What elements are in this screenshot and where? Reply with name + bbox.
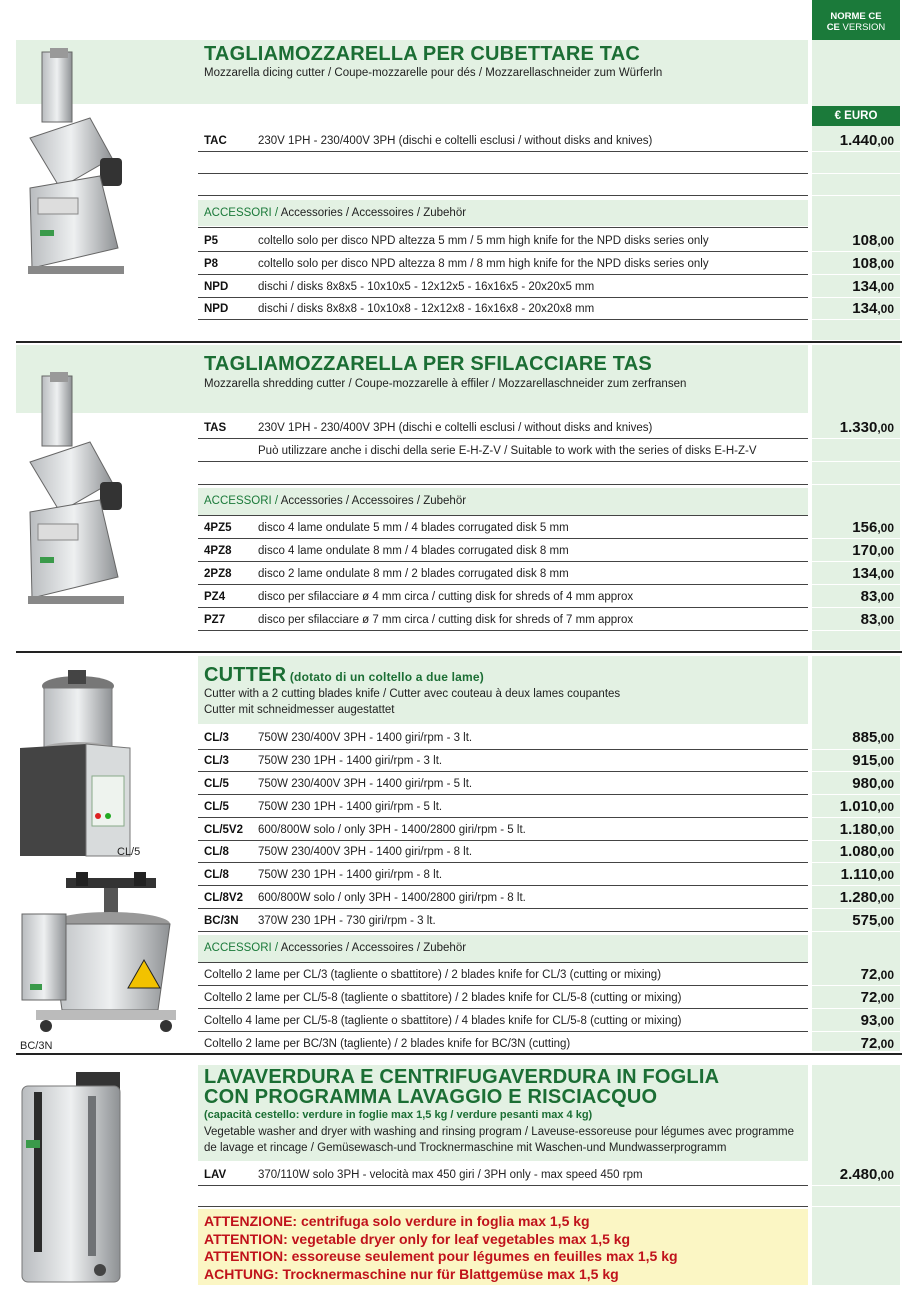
product-desc: disco 4 lame ondulate 5 mm / 4 blades corrugated disk 5 mm: [258, 522, 569, 534]
divider: [812, 607, 900, 608]
product-code: CL/8V2: [204, 892, 243, 904]
tas-acc-row: [198, 609, 900, 631]
product-price: 156,00: [852, 519, 894, 536]
divider: [812, 771, 900, 772]
divider: [812, 538, 900, 539]
product-price: 1.080,00: [839, 843, 894, 860]
tas-acc-row: [198, 540, 900, 562]
product-price: 1.440,00: [839, 132, 894, 149]
product-desc: disco per sfilacciare ø 4 mm circa / cutting disk for shreds of 4 mm approx: [258, 591, 634, 603]
product-price: 83,00: [860, 611, 894, 628]
divider: [198, 931, 808, 932]
product-price: 134,00: [852, 565, 894, 582]
product-price: 72,00: [860, 966, 894, 983]
product-desc: disco 4 lame ondulate 8 mm / 4 blades corrugated disk 8 mm: [258, 545, 569, 557]
divider: [198, 885, 808, 886]
divider: [812, 438, 900, 439]
product-code: P8: [204, 258, 219, 270]
divider: [198, 538, 808, 539]
divider: [812, 195, 900, 196]
divider: [198, 794, 808, 795]
divider: [812, 274, 900, 275]
product-desc: 750W 230 1PH - 1400 giri/rpm - 8 lt.: [258, 869, 443, 881]
tas-acc-row: [198, 586, 900, 608]
product-price: 1.280,00: [839, 889, 894, 906]
divider: [198, 1185, 808, 1186]
product-price: 1.180,00: [839, 821, 894, 838]
divider: [198, 1008, 808, 1009]
lav-title-2: CON PROGRAMMA LAVAGGIO E RISCIACQUO: [204, 1086, 658, 1108]
tac-row-1: [198, 130, 900, 152]
cutter-row: [198, 910, 900, 932]
divider: [198, 484, 808, 485]
norme-label: NORME: [830, 11, 869, 22]
product-desc: 230V 1PH - 230/400V 3PH (dischi e coltelli esclusi / without disks and knives): [258, 422, 653, 434]
product-code: NPD: [204, 281, 229, 293]
divider: [198, 607, 808, 608]
product-code: BC/3N: [204, 915, 239, 927]
product-desc: 750W 230/400V 3PH - 1400 giri/rpm - 5 lt.: [258, 778, 473, 790]
tas-acc-row: [198, 563, 900, 585]
bc3n-machine-image: [16, 872, 184, 1038]
cutter-row: [198, 864, 900, 886]
divider: [812, 931, 900, 932]
divider: [198, 584, 808, 585]
lav-subtitle-2: de lavage et rincage / Gemüsewasch-und Trocknermaschine mit Waschen-und Mundwasserprogramm: [204, 1142, 727, 1154]
divider: [198, 862, 808, 863]
lav-title-1: LAVAVERDURA E CENTRIFUGAVERDURA IN FOGLIA: [204, 1066, 720, 1088]
divider: [812, 561, 900, 562]
divider: [812, 885, 900, 886]
ce-label: CE: [826, 22, 840, 33]
product-code: CL/8: [204, 846, 229, 858]
product-desc: 750W 230 1PH - 1400 giri/rpm - 5 lt.: [258, 801, 443, 813]
product-code: CL/3: [204, 732, 229, 744]
cutter-acc-row: [198, 964, 900, 986]
cutter-subtitle-2: Cutter mit schneidmesser augestattet: [204, 704, 395, 716]
product-desc: disco per sfilacciare ø 7 mm circa / cutting disk for shreds of 7 mm approx: [258, 614, 634, 626]
product-code: CL/3: [204, 755, 229, 767]
tas-acc-row: [198, 517, 900, 539]
lav-capacity: (capacità cestello: verdure in foglie max 1,5 kg / verdure pesanti max 4 kg): [204, 1109, 593, 1121]
divider: [198, 438, 808, 439]
divider: [812, 1185, 900, 1186]
cutter-row: [198, 727, 900, 749]
product-code: CL/5V2: [204, 824, 243, 836]
tac-acc-row: [198, 230, 900, 252]
lav-subtitle-1: Vegetable washer and dryer with washing and rinsing program / Laveuse-essoreuse pour légumes avec programme: [204, 1126, 795, 1138]
divider: [198, 1206, 808, 1207]
product-price: 1.330,00: [839, 419, 894, 436]
divider: [198, 251, 808, 252]
product-code: 4PZ8: [204, 545, 232, 557]
product-code: CL/5: [204, 778, 229, 790]
product-price: 134,00: [852, 300, 894, 317]
product-desc: coltello solo per disco NPD altezza 8 mm / 8 mm high knife for the NPD disks series only: [258, 258, 709, 270]
tas-subtitle: Mozzarella shredding cutter / Coupe-mozzarelle à effiler / Mozzarellaschneider zum zerfransen: [204, 378, 687, 390]
product-code: P5: [204, 235, 219, 247]
divider: [198, 151, 808, 152]
product-desc: Coltello 2 lame per CL/3 (tagliente o sbattitore) / 2 blades knife for CL/3 (cutting or mixing): [204, 969, 662, 981]
divider: [198, 195, 808, 196]
divider: [198, 461, 808, 462]
section-separator: [16, 651, 902, 653]
product-code: 2PZ8: [204, 568, 232, 580]
cl5-machine-image: [16, 666, 134, 858]
divider: [812, 251, 900, 252]
cutter-subtitle-1: Cutter with a 2 cutting blades knife / Cutter avec couteau à deux lames coupantes: [204, 688, 621, 700]
product-price: 134,00: [852, 278, 894, 295]
product-desc: Coltello 2 lame per BC/3N (tagliente) / 2 blades knife for BC/3N (cutting): [204, 1038, 571, 1050]
divider: [812, 908, 900, 909]
section-separator: [16, 341, 902, 343]
cutter-title: CUTTER (dotato di un coltello a due lame): [204, 664, 484, 686]
product-price: 170,00: [852, 542, 894, 559]
divider: [812, 173, 900, 174]
divider: [198, 908, 808, 909]
product-price: 1.110,00: [840, 866, 894, 883]
cl5-image-label: CL/5: [117, 846, 141, 858]
product-desc: disco 2 lame ondulate 8 mm / 2 blades corrugated disk 8 mm: [258, 568, 569, 580]
tas-accessories-heading: ACCESSORI / Accessories / Accessoires / Zubehör: [204, 495, 467, 507]
cutter-row: [198, 819, 900, 841]
product-code: PZ4: [204, 591, 226, 603]
product-code: CL/8: [204, 869, 229, 881]
divider: [198, 227, 808, 228]
product-code: TAS: [204, 422, 227, 434]
divider: [812, 461, 900, 462]
tac-title: TAGLIAMOZZARELLA PER CUBETTARE TAC: [204, 43, 641, 65]
warning-de: ACHTUNG: Trocknermaschine nur für Blattgemüse max 1,5 kg: [204, 1265, 619, 1282]
product-desc: 600/800W solo / only 3PH - 1400/2800 giri/rpm - 5 lt.: [258, 824, 526, 836]
cutter-row: [198, 773, 900, 795]
norme-ce-badge: [812, 0, 900, 40]
product-desc: 370/110W solo 3PH - velocità max 450 giri / 3PH only - max speed 450 rpm: [258, 1169, 643, 1181]
divider: [812, 630, 900, 631]
divider: [198, 319, 808, 320]
divider: [812, 862, 900, 863]
divider: [812, 1031, 900, 1032]
product-price: 108,00: [852, 232, 894, 249]
product-price: 93,00: [860, 1012, 894, 1029]
tac-acc-row: [198, 276, 900, 298]
product-desc: 600/800W solo / only 3PH - 1400/2800 giri/rpm - 8 lt.: [258, 892, 526, 904]
cutter-row: [198, 887, 900, 909]
tas-machine-image: [20, 372, 132, 608]
divider: [198, 985, 808, 986]
tac-acc-row: [198, 253, 900, 275]
product-desc: coltello solo per disco NPD altezza 5 mm / 5 mm high knife for the NPD disks series only: [258, 235, 709, 247]
divider: [198, 817, 808, 818]
product-desc: Coltello 2 lame per CL/5-8 (tagliente o sbattitore) / 2 blades knife for CL/5-8 (cutting or mixing): [204, 992, 682, 1004]
tac-acc-row: [198, 298, 900, 320]
warning-it: ATTENZIONE: centrifuga solo verdure in foglia max 1,5 kg: [204, 1213, 590, 1229]
cutter-row: [198, 796, 900, 818]
tas-title: TAGLIAMOZZARELLA PER SFILACCIARE TAS: [204, 353, 652, 375]
version-label: VERSION: [839, 22, 886, 33]
product-price: 980,00: [852, 775, 894, 792]
divider: [198, 274, 808, 275]
product-code: CL/5: [204, 801, 229, 813]
divider: [198, 1031, 808, 1032]
divider: [812, 319, 900, 320]
product-code: TAC: [204, 135, 227, 147]
lav-machine-image: [14, 1072, 126, 1286]
product-price: 72,00: [860, 1035, 894, 1052]
product-desc: Coltello 4 lame per CL/5-8 (tagliente o sbattitore) / 4 blades knife for CL/5-8 (cutting or mixing): [204, 1015, 682, 1027]
product-price: 83,00: [860, 588, 894, 605]
tac-accessories-heading: ACCESSORI / Accessories / Accessoires / Zubehör: [204, 207, 467, 219]
divider: [198, 771, 808, 772]
divider: [198, 173, 808, 174]
product-price: 575,00: [852, 912, 894, 929]
tas-row-2: [198, 440, 900, 462]
divider: [198, 962, 808, 963]
tac-subtitle: Mozzarella dicing cutter / Coupe-mozzarelle pour dés / Mozzarellaschneider zum Würferln: [204, 67, 663, 79]
warning-en: ATTENTION: vegetable dryer only for leaf vegetables max 1,5 kg: [204, 1230, 631, 1247]
product-desc: 750W 230 1PH - 1400 giri/rpm - 3 lt.: [258, 755, 443, 767]
product-code: 4PZ5: [204, 522, 232, 534]
tas-row-1: [198, 417, 900, 439]
divider: [812, 794, 900, 795]
divider: [812, 484, 900, 485]
product-desc: 230V 1PH - 230/400V 3PH (dischi e coltelli esclusi / without disks and knives): [258, 135, 653, 147]
product-code: PZ7: [204, 614, 226, 626]
product-desc: 370W 230 1PH - 730 giri/rpm - 3 lt.: [258, 915, 436, 927]
cutter-accessories-heading: ACCESSORI / Accessories / Accessoires / Zubehör: [204, 942, 467, 954]
warning-fr: ATTENTION: essoreuse seulement pour légumes en feuilles max 1,5 kg: [204, 1248, 678, 1264]
cutter-acc-row: [198, 1010, 900, 1032]
cutter-acc-row: [198, 987, 900, 1009]
divider: [812, 985, 900, 986]
bc3n-image-label: BC/3N: [20, 1040, 53, 1052]
lav-row: [198, 1164, 900, 1186]
divider: [812, 584, 900, 585]
product-price: 108,00: [852, 255, 894, 272]
divider: [198, 515, 808, 516]
product-desc: dischi / disks 8x8x8 - 10x10x8 - 12x12x8 - 16x16x8 - 20x20x8 mm: [258, 303, 595, 315]
cutter-acc-row: [198, 1033, 900, 1055]
product-desc: Può utilizzare anche i dischi della serie E-H-Z-V / Suitable to work with the series of disks E-H-Z-V: [258, 445, 757, 457]
divider: [812, 817, 900, 818]
product-price: 1.010,00: [839, 798, 894, 815]
product-price: 2.480,00: [839, 1166, 894, 1183]
product-desc: 750W 230/400V 3PH - 1400 giri/rpm - 8 lt.: [258, 846, 473, 858]
divider: [198, 561, 808, 562]
cutter-row: [198, 841, 900, 863]
product-desc: 750W 230/400V 3PH - 1400 giri/rpm - 3 lt.: [258, 732, 473, 744]
divider: [812, 1008, 900, 1009]
euro-badge: € EURO: [812, 106, 900, 126]
product-code: NPD: [204, 303, 229, 315]
divider: [198, 630, 808, 631]
lav-warning-box: [198, 1209, 808, 1285]
divider: [812, 151, 900, 152]
product-desc: dischi / disks 8x8x5 - 10x10x5 - 12x12x5 - 16x16x5 - 20x20x5 mm: [258, 281, 595, 293]
divider: [812, 1206, 900, 1207]
product-code: LAV: [204, 1169, 227, 1181]
product-price: 72,00: [860, 989, 894, 1006]
tac-machine-image: [20, 48, 132, 276]
product-price: 885,00: [852, 729, 894, 746]
cutter-row: [198, 750, 900, 772]
section-separator: [16, 1053, 902, 1055]
product-price: 915,00: [852, 752, 894, 769]
norme-ce-label: CE: [868, 11, 882, 22]
